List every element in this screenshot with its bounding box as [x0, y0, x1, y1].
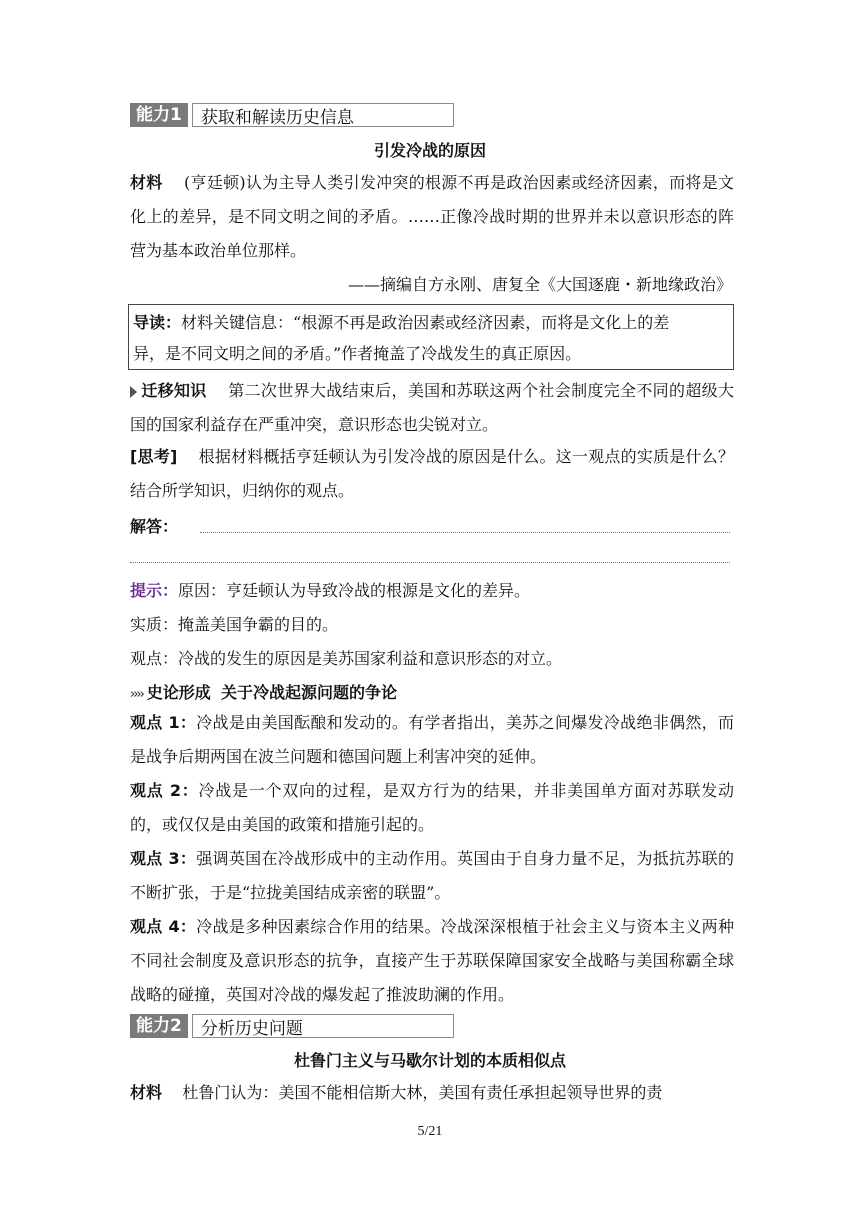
answer-line-2[interactable]: [130, 562, 730, 563]
history-heading: [130, 680, 734, 703]
ability-badge: 能力1: [130, 103, 188, 127]
section-title: 获取和解读历史信息: [192, 103, 454, 127]
think-question: [130, 440, 734, 508]
hint-label: 提示：: [130, 581, 179, 600]
topic-title: 引发冷战的原因: [373, 141, 486, 160]
transfer-label: 迁移知识: [141, 381, 207, 400]
guide-line-2: 异，是不同文明之间的矛盾。”作者掩盖了冷战发生的真正原因。: [133, 344, 582, 363]
think-text: 根据材料概括亨廷顿认为引发冷战的原因是什么。这一观点的实质是什么？结合所学知识，归纳你的观点。: [130, 447, 734, 500]
think-label: [思考]: [130, 447, 178, 466]
view-4: 观点 4：冷战是多种因素综合作用的结果。冷战深深根植于社会主义与资本主义两种不同社会制度及意识形态的抗争，直接产生于苏联保障国家安全战略与美国称霸全球战略的碰撞，英国对冷战的爆发起了推波助澜的作用。: [130, 917, 734, 1004]
chevrons-icon: ››››: [130, 687, 143, 702]
material-source: ——摘编自方永刚、唐复全《大国逐鹿・新地缘政治》: [347, 275, 732, 294]
answer-line-1[interactable]: [200, 532, 730, 533]
material-text: (亨廷顿)认为主导人类引发冲突的根源不再是政治因素或经济因素，而将是文化上的差异，是不同文明之间的矛盾。……正像冷战时期的世界并未以意识形态的阵营为基本政治单位那样。: [130, 173, 734, 260]
guide-line-1: 材料关键信息：“根源不再是政治因素或经济因素，而将是文化上的差: [181, 313, 670, 332]
view-2: 观点 2：冷战是一个双向的过程，是双方行为的结果，并非美国单方面对苏联发动的，或仅仅是由美国的政策和措施引起的。: [130, 781, 734, 834]
material-paragraph: [130, 166, 734, 268]
section-heading-ability-1: [130, 103, 454, 127]
page-number: 5/21: [417, 1124, 443, 1139]
view-1: 观点 1：冷战是由美国酝酿和发动的。有学者指出，美苏之间爆发冷战绝非偶然，而是战争后期两国在波兰问题和德国问题上利害冲突的延伸。: [130, 713, 734, 766]
transfer-text: 第二次世界大战结束后，美国和苏联这两个社会制度完全不同的超级大国的国家利益存在严重冲突，意识形态也尖锐对立。: [130, 381, 734, 434]
history-label: 史论形成: [146, 683, 211, 702]
triangle-icon: [130, 386, 137, 398]
view-3: 观点 3：强调英国在冷战形成中的主动作用。英国由于自身力量不足，为抵抗苏联的不断扩张，于是“拉拢美国结成亲密的联盟”。: [130, 849, 734, 902]
hint-cause: 提示：原因：亨廷顿认为导致冷战的根源是文化的差异。: [130, 581, 531, 600]
section-heading-ability-2: [130, 1014, 454, 1038]
material-2: 材料 杜鲁门认为：美国不能相信斯大林，美国有责任承担起领导世界的责: [130, 1083, 663, 1102]
guide-label: 导读：: [133, 313, 182, 332]
transfer-knowledge: [130, 374, 734, 442]
ability-badge: 能力2: [130, 1014, 188, 1038]
hint-essence: 实质：掩盖美国争霸的目的。: [130, 615, 339, 634]
guide-box: [128, 304, 734, 370]
history-title: 关于冷战起源问题的争论: [220, 683, 397, 702]
answer-label: 解答：: [130, 517, 179, 536]
section-title: 分析历史问题: [192, 1014, 454, 1038]
hint-view: 观点：冷战的发生的原因是美苏国家利益和意识形态的对立。: [130, 649, 563, 668]
topic-title-2: 杜鲁门主义与马歇尔计划的本质相似点: [293, 1051, 566, 1070]
material-label: 材料: [130, 173, 163, 192]
